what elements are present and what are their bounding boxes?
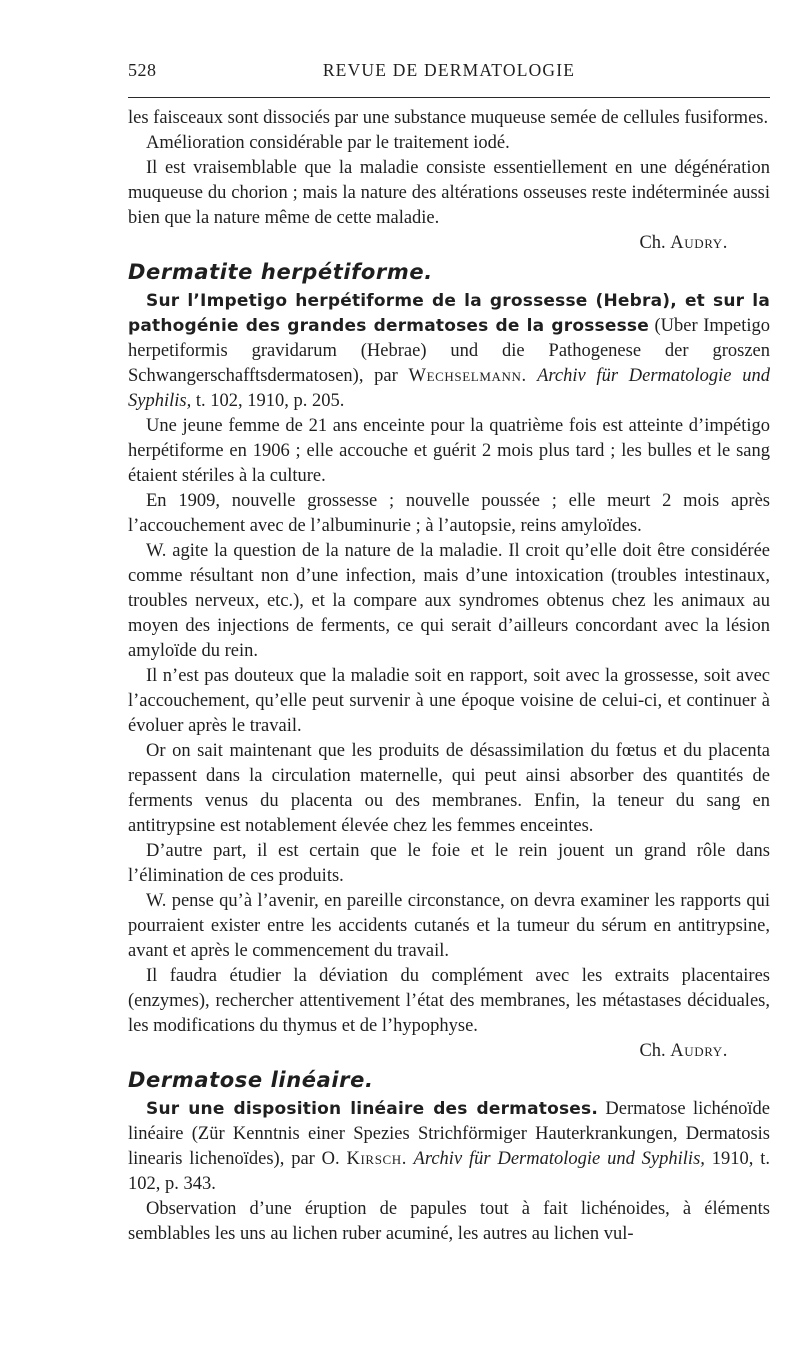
paragraph: les faisceaux sont dissociés par une substance muqueuse semée de cellules fusiformes. <box>128 108 769 128</box>
signature-name: Audry. <box>670 233 728 253</box>
paragraph: W. pense qu’à l’avenir, en pareille circonstance, on devra examiner les rapports qui pourraient exister entre les accidents cutanés et la tumeur du sérum en antitrypsine, avant et après le commencement du travail. <box>128 891 770 961</box>
paragraph: Il n’est pas douteux que la maladie soit en rapport, soit avec la grossesse, soit avec l’accouchement, qu’elle peut survenir à une époque voisine de celui-ci, et continuer à évoluer après le travail. <box>128 666 770 736</box>
article-author: Kirsch. <box>346 1149 408 1169</box>
paragraph: Or on sait maintenant que les produits de désassimilation du fœtus et du placenta repassent dans la circulation maternelle, qui peut ainsi absorber des quantités de ferments venus du placenta ou des membranes. Enfin, la teneur du sang en antitrypsine est notablement élevée chez les femmes enceintes. <box>128 741 770 836</box>
page-header <box>128 60 770 88</box>
page-number: 528 <box>128 60 157 80</box>
signature <box>128 1039 770 1064</box>
journal-name: Archiv für Dermatologie und Syphilis, <box>407 1149 705 1169</box>
signature-name: Audry. <box>670 1041 728 1061</box>
page-body <box>128 106 770 1247</box>
article-reference <box>128 289 770 414</box>
article-reference <box>128 1097 770 1197</box>
paragraph: Amélioration considérable par le traitement iodé. <box>146 133 510 153</box>
journal-ref: 1910, t. 102, p. 343. <box>128 1149 770 1194</box>
journal-name: Archiv für Dermatologie und Syphilis, <box>128 366 770 411</box>
paragraph: Une jeune femme de 21 ans enceinte pour la quatrième fois est atteinte d’impétigo herpétiforme en 1906 ; elle accouche et guérit 2 mois plus tard ; les bulles et le sang étaient stériles à la culture. <box>128 416 770 486</box>
article-subtitle: Dermatose lichénoïde linéaire (Zür Kenntnis einer Spezies Strichförmiger Hauterkrankungen, Dermatosis linearis lichenoïdes), par O. <box>128 1099 771 1169</box>
signature-initials: Ch. <box>639 233 671 253</box>
signature-initials: Ch. <box>639 1041 671 1061</box>
paragraph: Il est vraisemblable que la maladie consiste essentiellement en une dégénération muqueuse du chorion ; mais la nature des altérations osseuses reste indéterminée aussi bien que la nature même de cette maladie. <box>128 158 770 228</box>
article-subtitle: (Uber Impetigo herpetiformis gravidarum (Hebrae) und die Pathogenese der groszen Schwangerschafftsdermatosen), par <box>128 316 770 386</box>
section-title: Dermatose linéaire. <box>128 1068 374 1092</box>
paragraph: Il faudra étudier la déviation du complément avec les extraits placentaires (enzymes), rechercher attentivement l’état des membranes, les métastases déciduales, les modifications du thymus et de l’hypophyse. <box>128 966 770 1036</box>
signature <box>128 231 770 256</box>
article-title: Sur l’Impetigo herpétiforme de la grossesse (Hebra), et sur la pathogénie des grandes dermatoses de la grossesse <box>128 291 770 336</box>
paragraph: Observation d’une éruption de papules tout à fait lichénoides, à éléments semblables les uns au lichen ruber acuminé, les autres au lichen vul- <box>128 1199 770 1244</box>
header-rule <box>128 97 770 98</box>
paragraph: En 1909, nouvelle grossesse ; nouvelle poussée ; elle meurt 2 mois après l’accouchement avec de l’albuminurie ; à l’autopsie, reins amyloïdes. <box>128 491 770 536</box>
running-title: REVUE DE DERMATOLOGIE <box>322 60 576 80</box>
article-title: Sur une disposition linéaire des dermatoses. <box>146 1099 599 1119</box>
journal-ref: t. 102, 1910, p. 205. <box>191 391 345 411</box>
paragraph: W. agite la question de la nature de la maladie. Il croit qu’elle doit être considérée comme résultant non d’une infection, mais d’une intoxication (troubles intestinaux, troubles nerveux, etc.), et la compare aux syndromes obtenus chez les animaux au moyen des injections de ferments, ce qui serait d’ailleurs concordant avec la lésion amyloïde du rein. <box>128 541 770 661</box>
paragraph: D’autre part, il est certain que le foie et le rein jouent un grand rôle dans l’élimination de ces produits. <box>128 841 770 886</box>
section-title: Dermatite herpétiforme. <box>128 260 433 284</box>
article-author: Wechselmann. <box>408 366 527 386</box>
